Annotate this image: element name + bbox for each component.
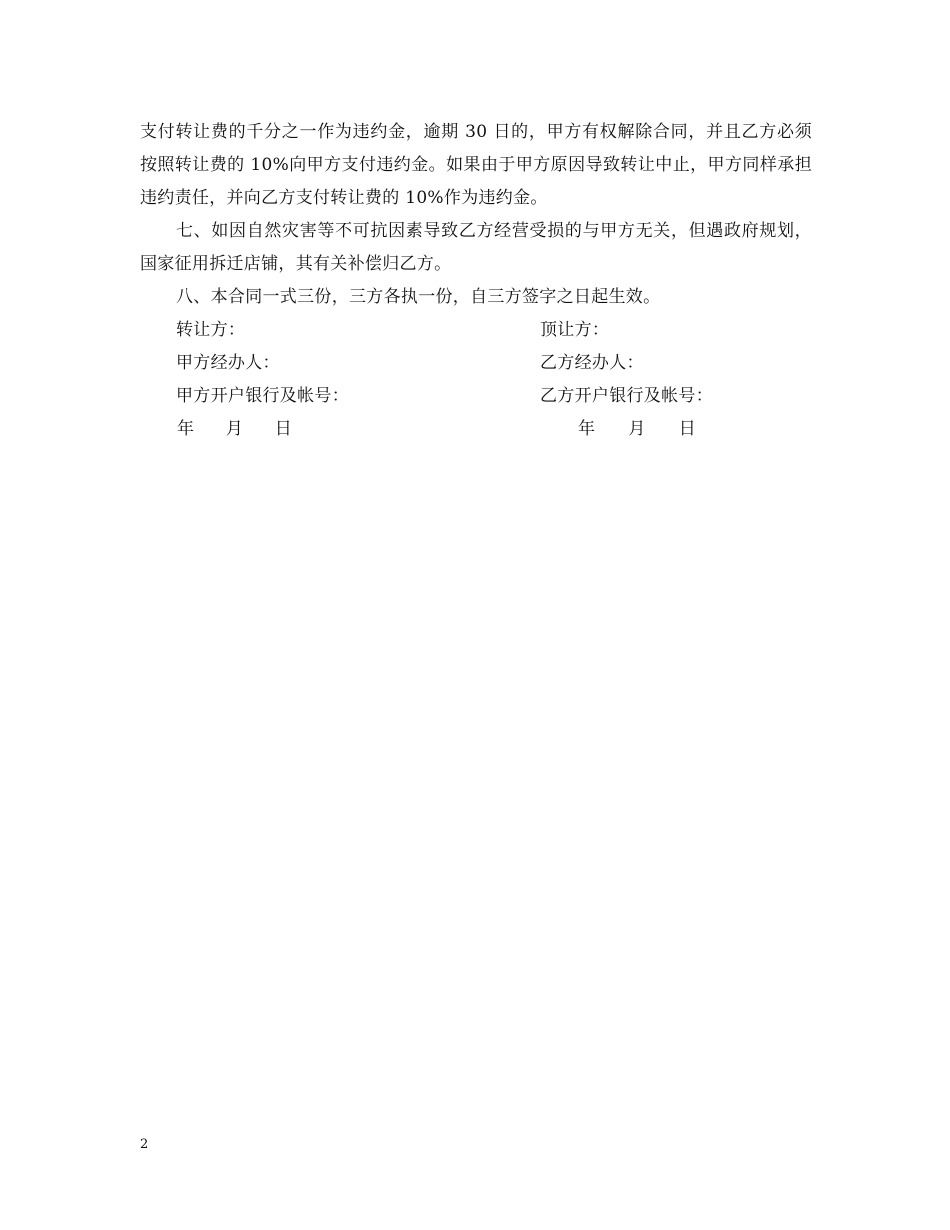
party-a-agent-label: 甲方经办人： (176, 353, 280, 373)
transferor-label: 转让方： (176, 320, 246, 340)
paragraph-penalty-continuation: 支付转让费的千分之一作为违约金，逾期 30 日的，甲方有权解除合同，并且乙方必须按照转让费的 10%向甲方支付违约金。如果由于甲方原因导致转让中止，甲方同样承担违约责任，并向乙方支付转让费的 10%作为违约金。 (140, 122, 812, 208)
party-b-agent-label: 乙方经办人： (540, 353, 644, 373)
transferee-label: 顶让方： (540, 320, 610, 340)
date-day-label: 日 (678, 419, 696, 439)
date-month-label: 月 (225, 419, 244, 439)
contract-body (140, 116, 812, 446)
date-month-label: 月 (628, 419, 646, 439)
party-a-date (177, 413, 292, 446)
party-b-date (578, 413, 696, 446)
party-b-bank-label: 乙方开户银行及帐号： (540, 386, 713, 406)
signature-row-bank (140, 380, 812, 413)
signature-row-date (140, 413, 812, 446)
date-year-label: 年 (578, 419, 596, 439)
page-number: 2 (140, 1137, 149, 1152)
party-a-bank-label: 甲方开户银行及帐号： (176, 386, 349, 406)
date-year-label: 年 (177, 419, 195, 439)
signature-row-party (140, 314, 812, 347)
paragraph-force-majeure: 七、如因自然灾害等不可抗因素导致乙方经营受损的与甲方无关，但遇政府规划，国家征用拆迁店铺，其有关补偿归乙方。 (140, 221, 812, 274)
date-day-label: 日 (274, 419, 292, 439)
paragraph-copies-effective: 八、本合同一式三份，三方各执一份，自三方签字之日起生效。 (176, 287, 661, 307)
signature-row-agent (140, 347, 812, 380)
